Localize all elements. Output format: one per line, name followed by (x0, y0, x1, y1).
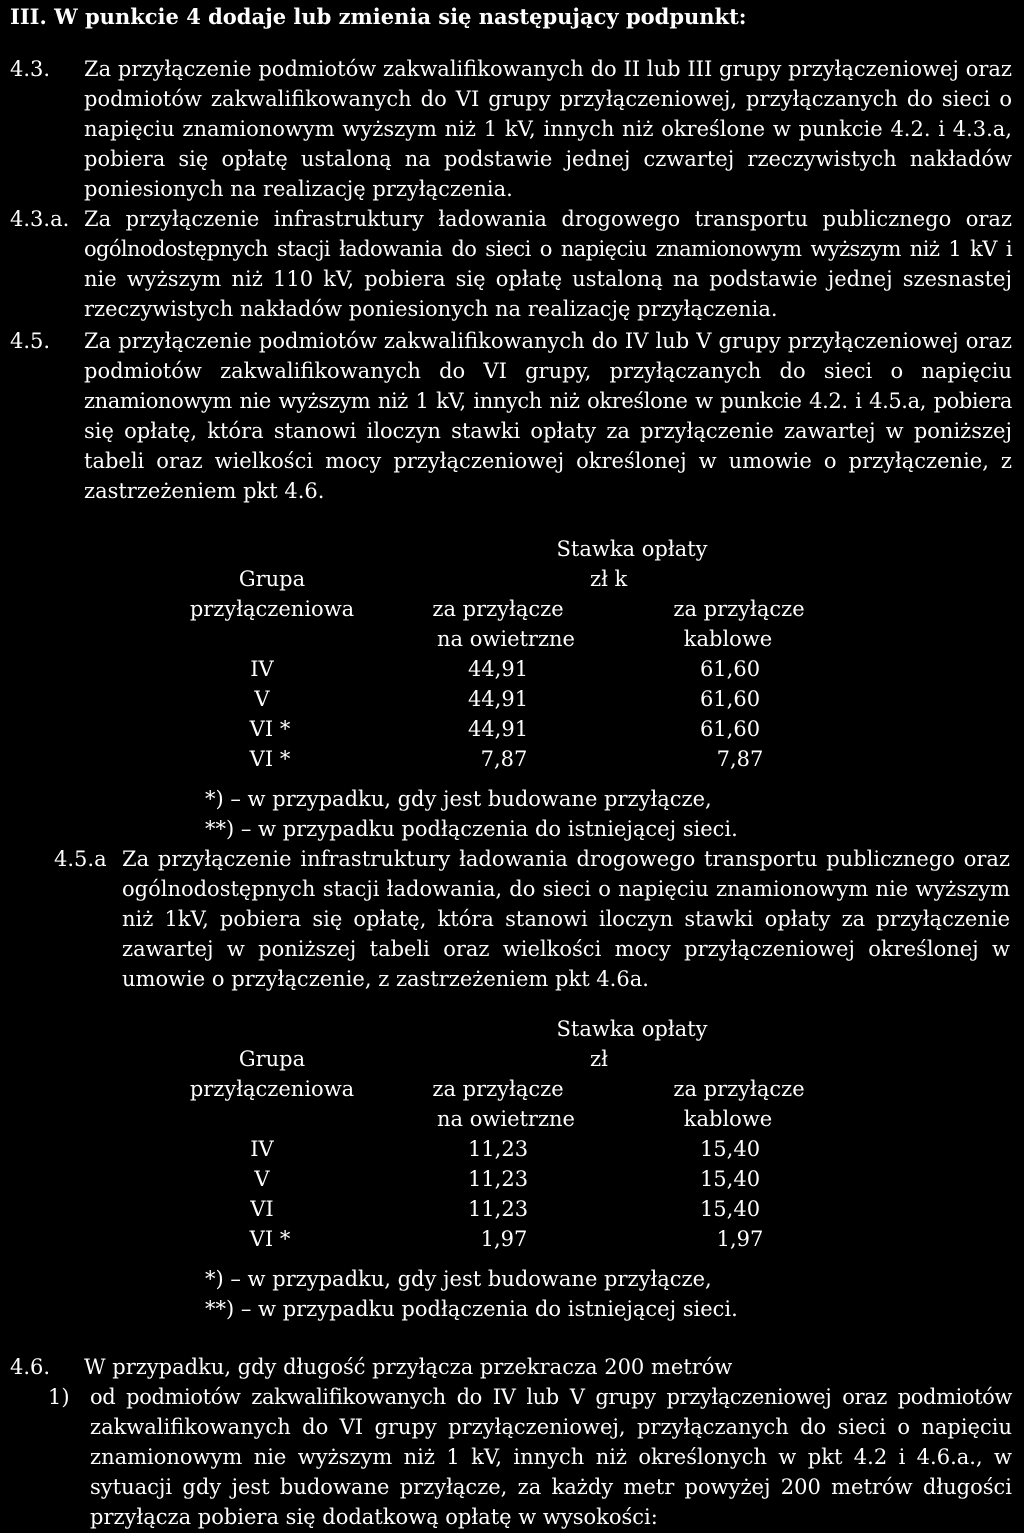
group-cell: V (254, 687, 270, 711)
paragraph-number: 4.3.a. (10, 207, 70, 231)
value-cell: 15,40 (699, 1197, 761, 1221)
group-cell: V (254, 1167, 270, 1191)
value-cell: 15,40 (699, 1137, 761, 1161)
paragraph-line: pobiera się opłatę ustaloną na podstawie jednej czwartej rzeczywistych nakładów (84, 147, 1012, 171)
value-cell: 1,97 (480, 1227, 528, 1251)
paragraph-line: zastrzeżeniem pkt 4.6. (84, 479, 325, 503)
paragraph-line: tabeli oraz wielkości mocy przyłączeniowej określonej w umowie o przyłączenie, z (84, 449, 1012, 473)
group-header: przyłączeniowa (189, 597, 355, 621)
group-header: przyłączeniowa (189, 1077, 355, 1101)
column-header: za przyłącze (432, 597, 564, 621)
value-cell: 44,91 (467, 657, 529, 681)
column-header: za przyłącze (673, 597, 805, 621)
list-item-number: 1) (48, 1385, 70, 1409)
list-item-line: od podmiotów zakwalifikowanych do IV lub V grupy przyłączeniowej oraz podmiotów (90, 1385, 1012, 1409)
group-cell: IV (250, 1137, 274, 1161)
value-cell: 61,60 (699, 687, 761, 711)
table-footnote: **) – w przypadku podłączenia do istniejącej sieci. (205, 817, 738, 841)
group-cell: VI (250, 1197, 274, 1221)
group-cell: IV (250, 657, 274, 681)
paragraph-line: ogólnodostępnych stacji ładowania do sieci o napięciu znamionowym wyższym niż 1 kV i (84, 237, 1012, 261)
value-cell: 61,60 (699, 717, 761, 741)
table-unit: zł k (590, 567, 628, 591)
group-header: Grupa (238, 567, 306, 591)
paragraph-line: ogólnodostępnych stacji ładowania, do sieci o napięciu znamionowym nie wyższym (122, 877, 1010, 901)
column-header: kablowe (683, 1107, 773, 1131)
table-unit: zł (590, 1047, 608, 1071)
value-cell: 11,23 (467, 1167, 529, 1191)
paragraph-line: Za przyłączenie infrastruktury ładowania drogowego transportu publicznego oraz (122, 847, 1010, 871)
paragraph-line: się opłatę, która stanowi iloczyn stawki opłaty za przyłączenie zawartej w poniższej (84, 419, 1012, 443)
table-footnote: *) – w przypadku, gdy jest budowane przyłącze, (205, 1267, 712, 1291)
value-cell: 1,97 (716, 1227, 764, 1251)
column-header: kablowe (683, 627, 773, 651)
group-cell: VI * (249, 1227, 291, 1251)
column-header: za przyłącze (673, 1077, 805, 1101)
list-item-line: sytuacji gdy jest budowane przyłącze, za każdy metr powyżej 200 metrów długości (90, 1475, 1012, 1499)
paragraph-line: rzeczywistych nakładów poniesionych na realizację przyłączenia. (84, 297, 778, 321)
paragraph-number: 4.6. (10, 1355, 51, 1379)
paragraph-line: nie wyższym niż 110 kV, pobiera się opłatę ustaloną na podstawie jednej szesnastej (84, 267, 1012, 291)
paragraph-line: znamionowym nie wyższym niż 1 kV, innych niż określone w punkcie 4.2. i 4.5.a, pobiera (84, 389, 1012, 413)
paragraph-line: poniesionych na realizację przyłączenia. (84, 177, 513, 201)
paragraph-number: 4.5. (10, 329, 51, 353)
value-cell: 11,23 (467, 1197, 529, 1221)
paragraph-line: umowie o przyłączenie, z zastrzeżeniem pkt 4.6a. (122, 967, 649, 991)
table-title: Stawka opłaty (556, 1017, 708, 1041)
paragraph-line: Za przyłączenie podmiotów zakwalifikowanych do II lub III grupy przyłączeniowej oraz (84, 57, 1012, 81)
paragraph-line: Za przyłączenie podmiotów zakwalifikowanych do IV lub V grupy przyłączeniowej oraz (84, 329, 1012, 353)
paragraph-number: 4.3. (10, 57, 51, 81)
paragraph-line: podmiotów zakwalifikowanych do VI grupy przyłączeniowej, przyłączanych do sieci o (84, 87, 1012, 111)
value-cell: 7,87 (480, 747, 528, 771)
value-cell: 7,87 (716, 747, 764, 771)
group-cell: VI * (249, 717, 291, 741)
value-cell: 11,23 (467, 1137, 529, 1161)
group-header: Grupa (238, 1047, 306, 1071)
section-heading: III. W punkcie 4 dodaje lub zmienia się następujący podpunkt: (10, 4, 747, 29)
value-cell: 15,40 (699, 1167, 761, 1191)
paragraph-line: napięciu znamionowym wyższym niż 1 kV, innych niż określone w punkcie 4.2. i 4.3.a, (84, 117, 1012, 141)
list-item-line: przyłącza pobiera się dodatkową opłatę w wysokości: (90, 1505, 658, 1529)
column-header: na owietrzne (437, 1107, 575, 1131)
paragraph-text: W przypadku, gdy długość przyłącza przekracza 200 metrów (84, 1355, 733, 1379)
value-cell: 61,60 (699, 657, 761, 681)
table-footnote: **) – w przypadku podłączenia do istniejącej sieci. (205, 1297, 738, 1321)
group-cell: VI * (249, 747, 291, 771)
table-title: Stawka opłaty (556, 537, 708, 561)
paragraph-number: 4.5.a (54, 847, 107, 871)
paragraph-line: zawartej w poniższej tabeli oraz wielkości mocy przyłączeniowej określonej w (122, 937, 1010, 961)
value-cell: 44,91 (467, 717, 529, 741)
paragraph-line: niż 1kV, pobiera się opłatę, która stanowi iloczyn stawki opłaty za przyłączenie (122, 907, 1010, 931)
column-header: za przyłącze (432, 1077, 564, 1101)
paragraph-line: podmiotów zakwalifikowanych do VI grupy, przyłączanych do sieci o napięciu (84, 359, 1012, 383)
paragraph-line: Za przyłączenie infrastruktury ładowania drogowego transportu publicznego oraz (84, 207, 1012, 231)
table-footnote: *) – w przypadku, gdy jest budowane przyłącze, (205, 787, 712, 811)
column-header: na owietrzne (437, 627, 575, 651)
value-cell: 44,91 (467, 687, 529, 711)
list-item-line: zakwalifikowanych do VI grupy przyłączeniowej, przyłączanych do sieci o napięciu (90, 1415, 1012, 1439)
list-item-line: znamionowym nie wyższym niż 1 kV, innych niż określonych w pkt 4.2 i 4.6.a., w (90, 1445, 1012, 1469)
